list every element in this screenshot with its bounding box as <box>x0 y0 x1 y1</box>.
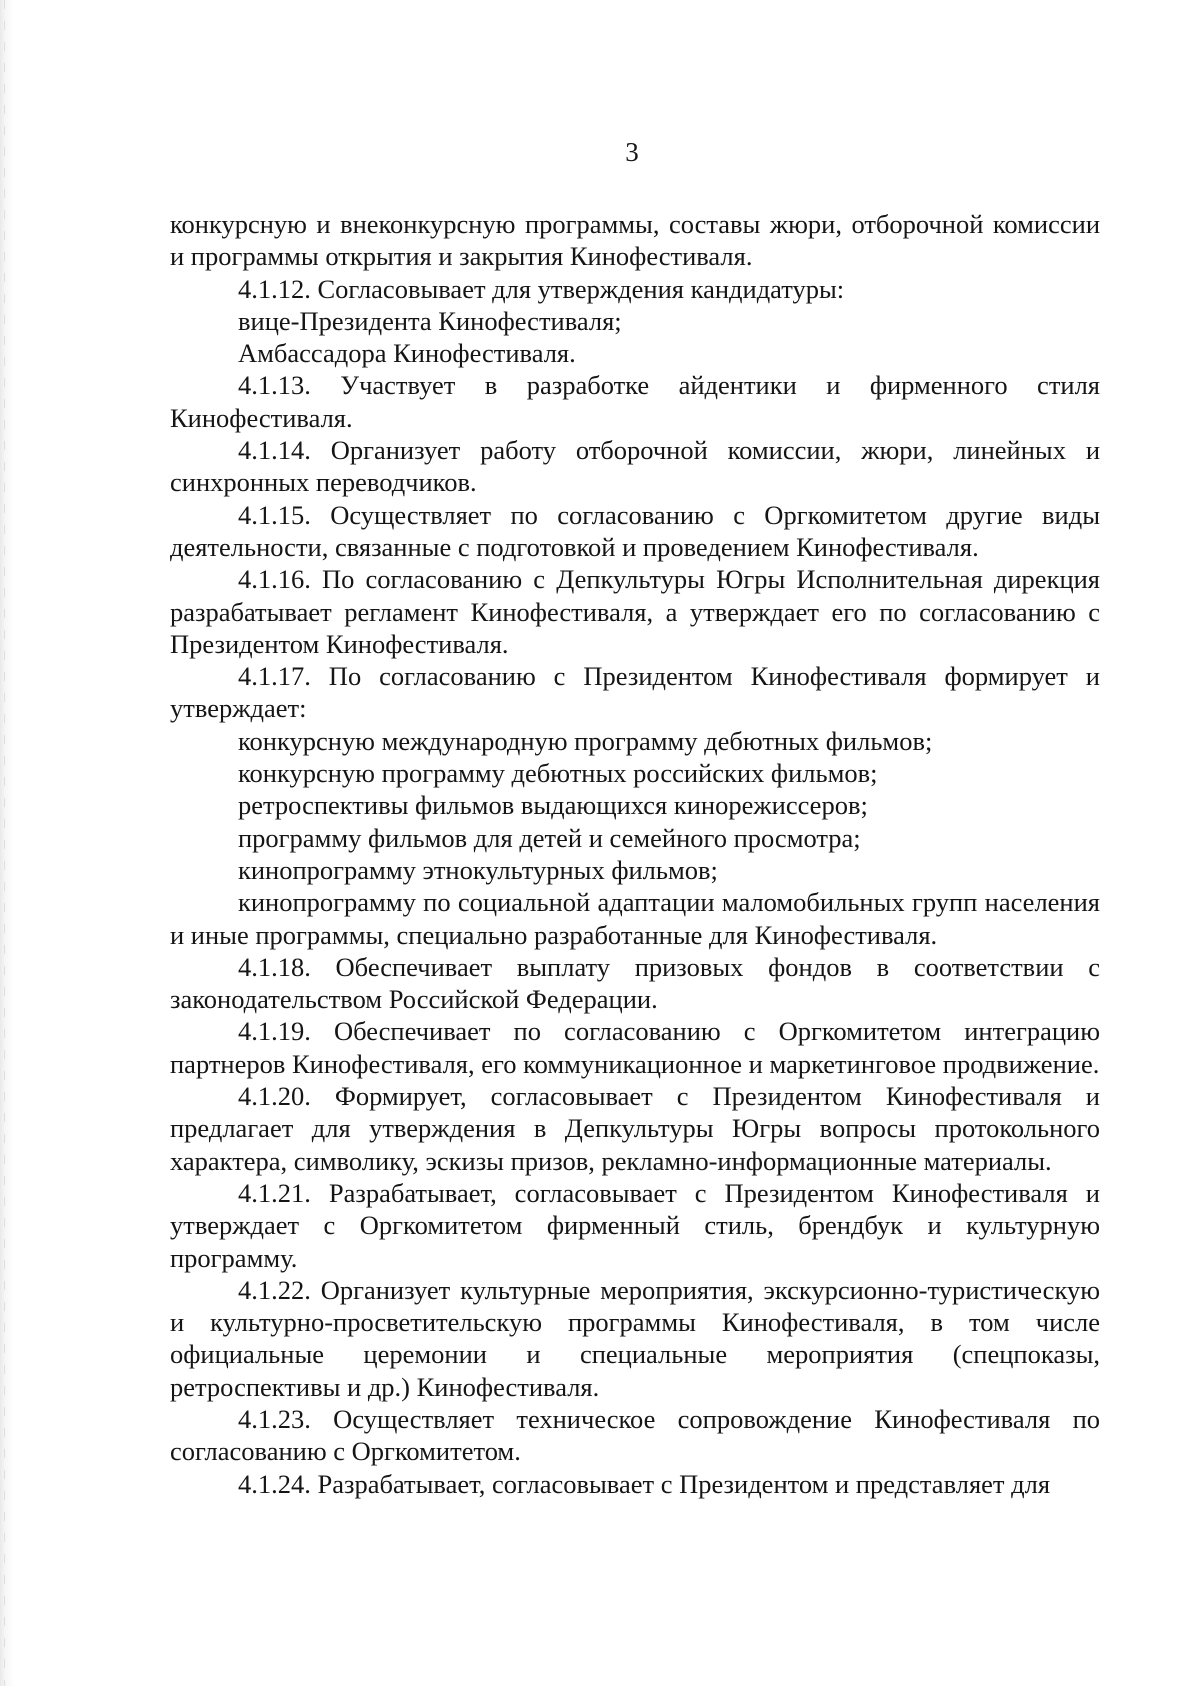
paragraph: 4.1.17. По согласованию с Президентом Кинофестиваля формирует и утверждает: <box>170 661 1100 724</box>
list-item: кинопрограмму по социальной адаптации маломобильных групп населения и иные программы, специально разработанные для Кинофестиваля. <box>170 887 1100 950</box>
list-item: ретроспективы фильмов выдающихся кинорежиссеров; <box>238 790 868 821</box>
paragraph: 4.1.22. Организует культурные мероприятия, экскурсионно-туристическую и культурно-просветительскую программы Кинофестиваля, в том числе официальные церемонии и специальные мероприятия (спецпоказы, ретроспективы и др.) Кинофестиваля. <box>170 1274 1100 1402</box>
list-item: конкурсную международную программу дебютных фильмов; <box>238 725 933 756</box>
paragraph: Амбассадора Кинофестиваля. <box>238 338 576 369</box>
paragraph: 4.1.21. Разрабатывает, согласовывает с Президентом Кинофестиваля и утверждает с Оргкомитетом фирменный стиль, брендбук и культурную программу. <box>170 1177 1100 1273</box>
paragraph: 4.1.12. Согласовывает для утверждения кандидатуры: <box>238 273 845 304</box>
paragraph: 4.1.24. Разрабатывает, согласовывает с Президентом и представляет для <box>238 1468 1051 1499</box>
list-item: кинопрограмму этнокультурных фильмов; <box>238 854 718 885</box>
paragraph: 4.1.19. Обеспечивает по согласованию с Оргкомитетом интеграцию партнеров Кинофестиваля, его коммуникационное и маркетинговое продвижение. <box>170 1016 1100 1079</box>
paragraph: 4.1.13. Участвует в разработке айдентики и фирменного стиля Кинофестиваля. <box>170 370 1100 433</box>
paragraph: вице-Президента Кинофестиваля; <box>238 305 622 336</box>
document-body <box>170 208 1100 1500</box>
page-number: 3 <box>625 137 639 167</box>
list-item: конкурсную программу дебютных российских фильмов; <box>238 758 878 789</box>
paragraph: 4.1.18. Обеспечивает выплату призовых фондов в соответствии с законодательством Российской Федерации. <box>170 951 1100 1015</box>
paragraph: 4.1.20. Формирует, согласовывает с Президентом Кинофестиваля и предлагает для утверждения в Депкультуры Югры вопросы протокольного характера, символику, эскизы призов, рекламно-информационные материалы. <box>170 1081 1100 1176</box>
list-item: программу фильмов для детей и семейного просмотра; <box>238 822 861 853</box>
paragraph: 4.1.23. Осуществляет техническое сопровождение Кинофестиваля по согласованию с Оргкомитетом. <box>170 1403 1100 1467</box>
paragraph: 4.1.16. По согласованию с Депкультуры Югры Исполнительная дирекция разрабатывает регламент Кинофестиваля, а утверждает его по согласованию с Президентом Кинофестиваля. <box>170 564 1100 659</box>
paragraph: 4.1.15. Осуществляет по согласованию с Оргкомитетом другие виды деятельности, связанные с подготовкой и проведением Кинофестиваля. <box>170 499 1100 562</box>
paragraph: конкурсную и внеконкурсную программы, составы жюри, отборочной комиссии и программы открытия и закрытия Кинофестиваля. <box>170 209 1100 272</box>
paragraph: 4.1.14. Организует работу отборочной комиссии, жюри, линейных и синхронных переводчиков. <box>170 435 1100 498</box>
